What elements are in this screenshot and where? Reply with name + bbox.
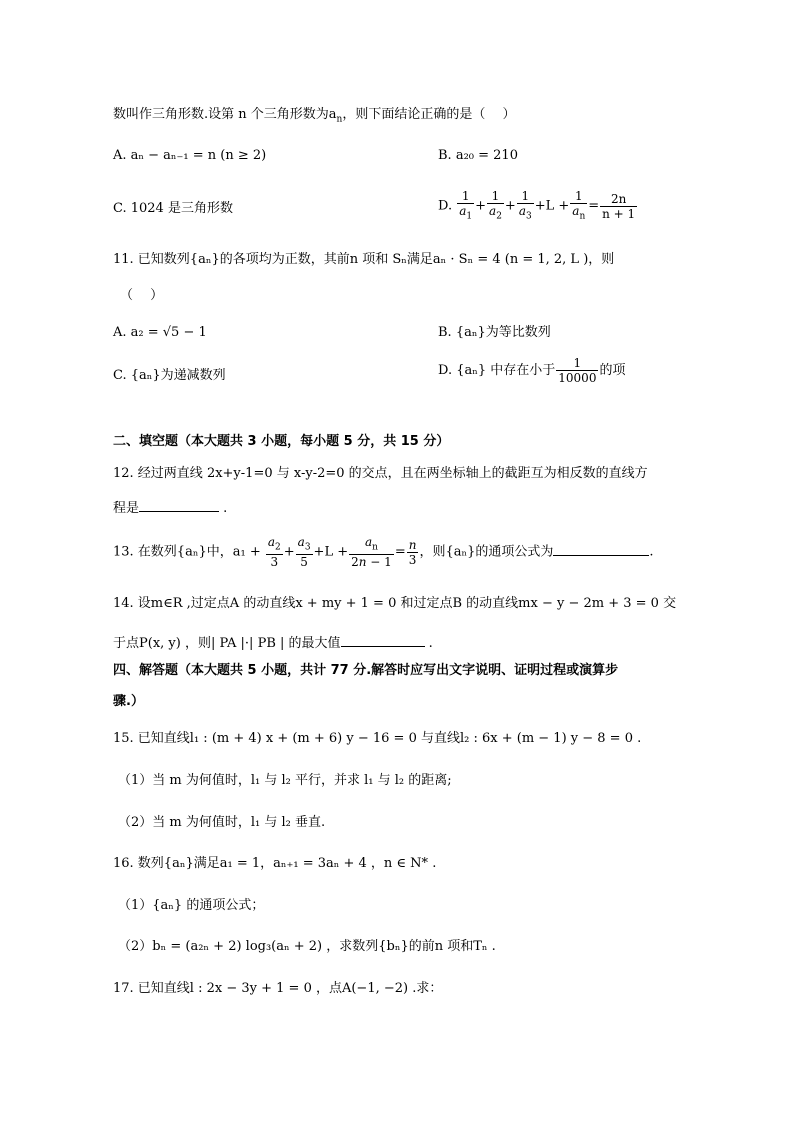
section-solutions-title-line-2: 骤.） <box>113 694 144 709</box>
q10-option-b: B. a₂₀ = 210 <box>438 148 518 163</box>
q10-stem: 数叫作三角形数.设第 n 个三角形数为$a_n$，则下面结论正确的是（ ） <box>113 107 516 125</box>
q16-part-2: （2）bₙ = (a₂ₙ + 2) log₃(aₙ + 2) ，求数列{bₙ}的前n 项和Tₙ . <box>118 939 496 954</box>
q12-answer-blank[interactable] <box>139 497 219 512</box>
q11-option-a: A. a₂ = √5 − 1 <box>113 325 207 340</box>
q11-option-d: D. {aₙ} 中存在小于 $\frac{1}{10000}$ 的项 <box>438 356 626 385</box>
q16-stem: 16. 数列{aₙ}满足a₁ = 1，aₙ₊₁ = 3aₙ + 4 ，n ∈ N* . <box>113 856 437 871</box>
frac-1-over-10000: $\frac{1}{10000}$ <box>558 356 597 385</box>
frac-a2-over-3: $\frac{a_2}{3}$ <box>267 535 281 570</box>
frac-an-over-2n-1: $\frac{a_n}{2n - 1}$ <box>351 535 392 570</box>
q12-line-1: 12. 经过两直线 2x+y-1=0 与 x-y-2=0 的交点，且在两坐标轴上的截距互为相反数的直线方 <box>113 466 648 481</box>
q10-option-a: A. aₙ − aₙ₋₁ = n (n ≥ 2) <box>113 148 267 163</box>
frac-2n-over-n-plus-1: $\frac{2n}{n + 1}$ <box>602 191 636 221</box>
frac-1-over-an: $\frac{1}{a_n}$ <box>572 189 586 222</box>
q12-line-2: 程是 . <box>113 497 227 518</box>
q11-option-c: C. {aₙ}为递减数列 <box>113 368 226 383</box>
q10-option-c: C. 1024 是三角形数 <box>113 201 233 216</box>
q14-answer-blank[interactable] <box>341 632 425 647</box>
q14-line-1: 14. 设m∈R ,过定点A 的动直线x + my + 1 = 0 和过定点B 的动直线mx − y − 2m + 3 = 0 交 <box>113 596 677 611</box>
q10-option-d: D. $\frac{1}{a_1}$ + $\frac{1}{a_2}$ + $\frac{1}{a_3}$ +L + $\frac{1}{a_n}$ = $\frac{2n}{n + 1}$ <box>438 189 636 222</box>
frac-n-over-3: $\frac{n}{3}$ <box>408 537 417 567</box>
frac-1-over-a1: $\frac{1}{a_1}$ <box>459 189 473 222</box>
q15-part-1: （1）当 m 为何值时，l₁ 与 l₂ 平行，并求 l₁ 与 l₂ 的距离; <box>118 773 452 788</box>
q11-option-b: B. {aₙ}为等比数列 <box>438 325 551 340</box>
q13-stem: 13. 在数列{aₙ}中，a₁ + $\frac{a_2}{3}$ + $\frac{a_3}{5}$ +L + $\frac{a_n}{2n - 1}$ = $\frac{n}{3}$ ，则{aₙ}的通项公式为 . <box>113 535 654 570</box>
q15-part-2: （2）当 m 为何值时，l₁ 与 l₂ 垂直. <box>118 815 326 830</box>
section-fill-in-title: 二、填空题（本大题共 3 小题，每小题 5 分，共 15 分） <box>113 434 450 449</box>
q13-answer-blank[interactable] <box>553 541 649 556</box>
q14-line-2: 于点P(x, y) ，则| PA |·| PB | 的最大值 . <box>113 632 433 653</box>
q15-stem: 15. 已知直线l₁ : (m + 4) x + (m + 6) y − 16 = 0 与直线l₂ : 6x + (m − 1) y − 8 = 0 . <box>113 731 642 746</box>
q11-stem: 11. 已知数列{aₙ}的各项均为正数，其前n 项和 Sₙ满足aₙ · Sₙ = 4 (n = 1, 2, L )，则 <box>113 252 615 267</box>
frac-1-over-a3: $\frac{1}{a_3}$ <box>518 189 532 222</box>
frac-a3-over-5: $\frac{a_3}{5}$ <box>297 535 311 570</box>
q11-answer-paren: （ ） <box>120 288 164 303</box>
q16-part-1: （1）{aₙ} 的通项公式； <box>118 898 265 913</box>
frac-1-over-a2: $\frac{1}{a_2}$ <box>489 189 502 222</box>
q17-stem: 17. 已知直线l : 2x − 3y + 1 = 0 ，点A(−1, −2) .求： <box>113 981 443 996</box>
section-solutions-title-line-1: 四、解答题（本大题共 5 小题，共计 77 分.解答时应写出文字说明、证明过程或演算步 <box>113 663 619 678</box>
